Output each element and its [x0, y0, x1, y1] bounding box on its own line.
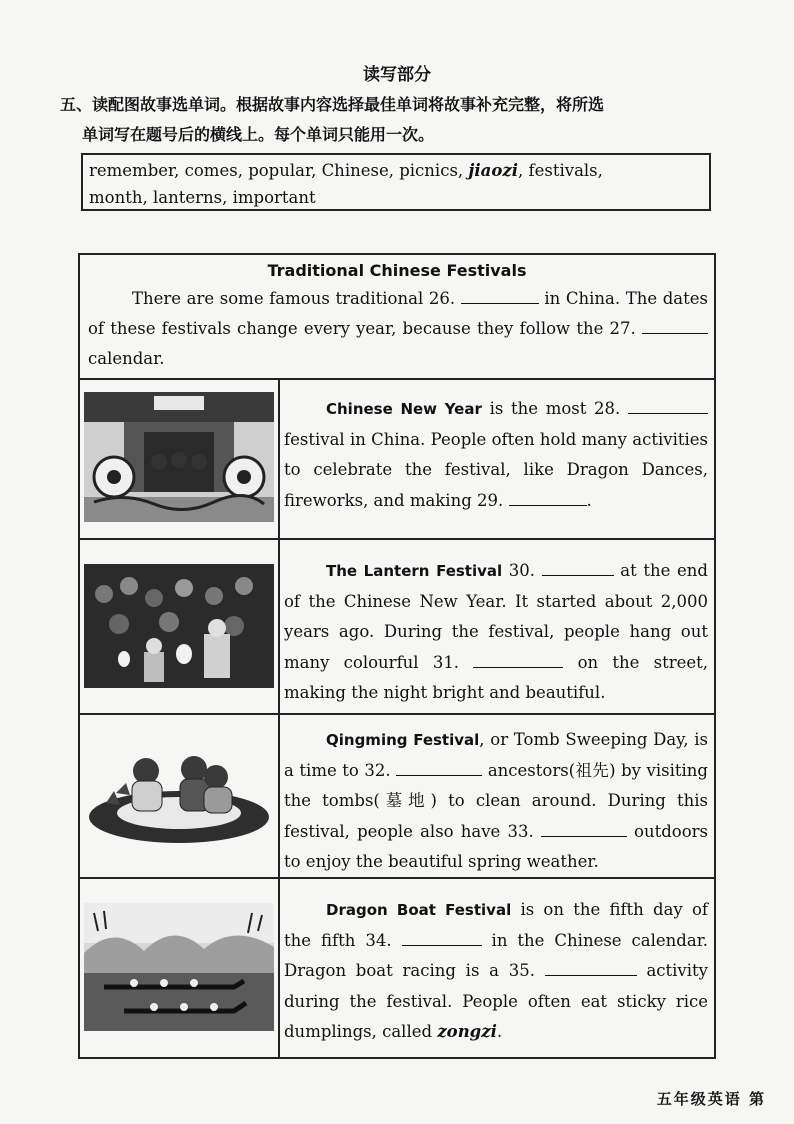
- word-comes: comes: [184, 161, 238, 180]
- story-table: [78, 253, 716, 1059]
- picnic-illustration: [86, 743, 272, 847]
- lantern-crowd-illustration: [84, 564, 274, 688]
- word-month: month: [89, 188, 143, 207]
- instructions: [60, 90, 730, 150]
- blank-31[interactable]: [473, 653, 563, 668]
- word-bank-row-2: month, lanterns, important: [89, 188, 316, 207]
- heading-chinese-new-year: Chinese New Year: [326, 400, 482, 418]
- page-footer: 五年级英语 第: [656, 1090, 766, 1108]
- blank-29[interactable]: [509, 491, 587, 506]
- section-text: The Lantern Festival 30. at the end of the Chinese New Year. It started about 2,000 years ago. During the festival, people hang out many colourful 31. on the street, making the night bright and beautiful.: [284, 561, 709, 702]
- word-lanterns: lanterns: [152, 188, 223, 207]
- instructions-line-2: 单词写在题号后的横线上。每个单词只能用一次。: [82, 125, 435, 144]
- row-lantern-festival: [80, 540, 714, 715]
- section-text: Dragon Boat Festival is on the fifth day of the fifth 34. in the Chinese calendar. Dragon boat racing is a 35. activity during the festival. People often eat sticky rice dumplings, called zongzi.: [284, 900, 709, 1041]
- story-intro: [80, 255, 714, 380]
- word-popular: popular: [248, 161, 312, 180]
- blank-26[interactable]: [461, 289, 539, 304]
- intro-paragraph: There are some famous traditional 26. in China. The dates of these festivals change every year, because they follow the 27. calendar.: [88, 289, 708, 368]
- row-chinese-new-year: [80, 378, 714, 540]
- dragon-dance-illustration: [84, 392, 274, 522]
- section-text: Qingming Festival, or Tomb Sweeping Day, is a time to 32. ancestors(祖先) by visiting the tombs(墓地) to clean around. During this festival, people also have 33. outdoors to enjoy the beautiful spring weather.: [284, 730, 709, 871]
- heading-dragon-boat-festival: Dragon Boat Festival: [326, 901, 512, 919]
- picture-cell: [80, 378, 280, 538]
- dragon-boat-illustration: [84, 903, 274, 1031]
- word-remember: remember: [89, 161, 175, 180]
- picture-cell: [80, 879, 280, 1057]
- heading-lantern-festival: The Lantern Festival: [326, 562, 503, 580]
- word-chinese: Chinese: [321, 161, 389, 180]
- blank-28[interactable]: [628, 399, 708, 414]
- blank-32[interactable]: [396, 761, 482, 776]
- word-picnics: picnics: [399, 161, 458, 180]
- blank-34[interactable]: [402, 931, 482, 946]
- blank-33[interactable]: [541, 822, 627, 837]
- heading-qingming-festival: Qingming Festival: [326, 731, 480, 749]
- row-dragon-boat-festival: [80, 879, 714, 1057]
- picture-cell: [80, 715, 280, 877]
- blank-35[interactable]: [545, 961, 637, 976]
- section-text: Chinese New Year is the most 28. festival in China. People often hold many activities to celebrate the festival, like Dragon Dances, fireworks, and making 29. .: [284, 399, 708, 510]
- row-qingming-festival: [80, 715, 714, 879]
- section-title: 读写部分: [363, 65, 431, 85]
- word-bank: [81, 153, 711, 211]
- blank-30[interactable]: [542, 561, 614, 576]
- blank-27[interactable]: [642, 319, 708, 334]
- instructions-line-1: 五、读配图故事选单词。根据故事内容选择最佳单词将故事补充完整，将所选: [60, 95, 605, 114]
- word-important: important: [232, 188, 316, 207]
- story-title: Traditional Chinese Festivals: [267, 261, 527, 280]
- picture-cell: [80, 540, 280, 713]
- word-festivals: festivals: [528, 161, 598, 180]
- zongzi-term: zongzi: [437, 1022, 497, 1041]
- word-bank-row-1: remember, comes, popular, Chinese, picnics, jiaozi, festivals,: [89, 161, 603, 180]
- word-jiaozi: jiaozi: [468, 161, 518, 180]
